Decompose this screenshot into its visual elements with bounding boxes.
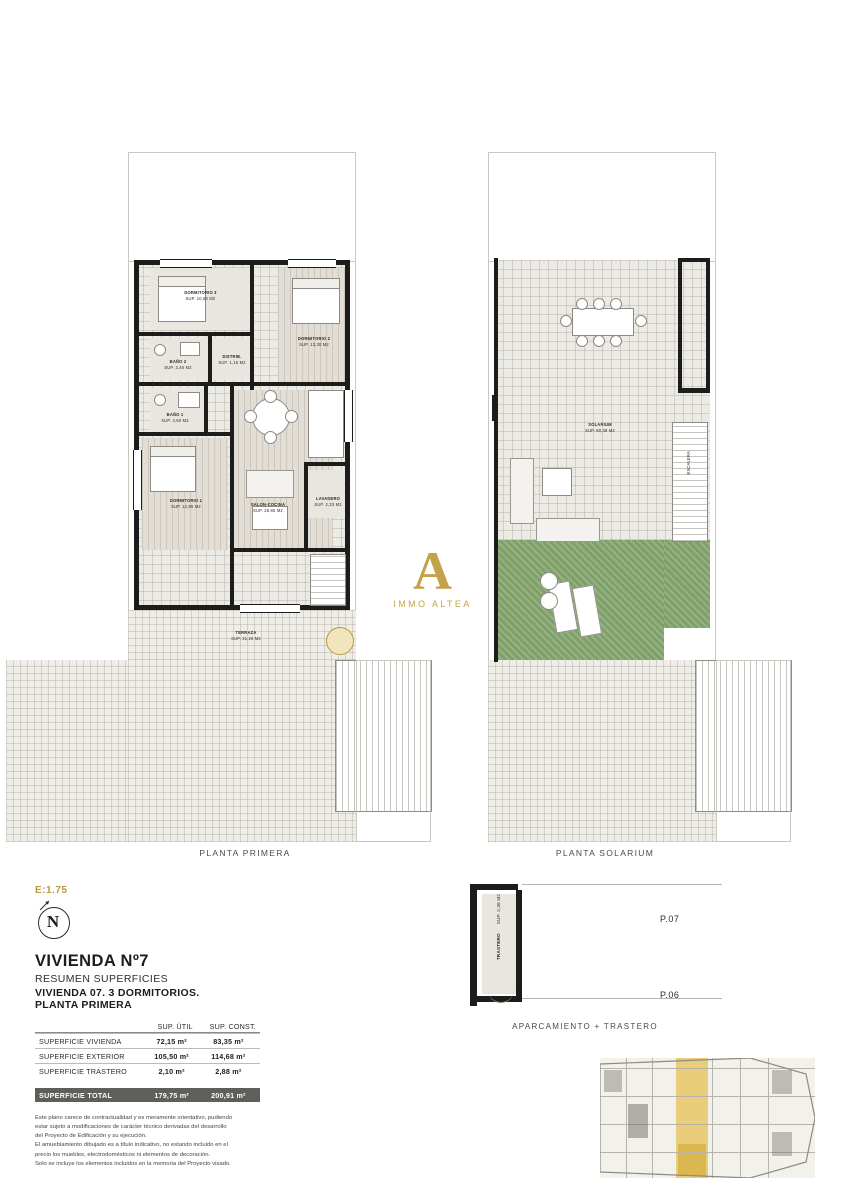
room-area-bano1: SUP. 3,60 M2 <box>161 417 189 423</box>
plan-planta-primera <box>120 140 370 858</box>
north-arrow-icon <box>37 900 50 913</box>
legal-note-line: estar sujeto a modificaciones de carácter técnico derivadas del desarrollo <box>35 1124 227 1131</box>
room-label-solarium: SOLARIUM <box>588 422 612 427</box>
row-util-vivienda: 72,15 m² <box>147 1034 197 1049</box>
room-area-solarium: SUP. 80,38 M2 <box>585 427 615 433</box>
room-label-bano1: BAÑO 1 <box>166 412 184 417</box>
row-util-trastero: 2,10 m² <box>147 1064 197 1079</box>
watermark-text: IMMO ALTEA <box>393 599 472 609</box>
total-label: SUPERFICIE TOTAL <box>35 1088 147 1102</box>
legal-note-line: del Proyecto de Edificación y su ejecución. <box>35 1133 147 1140</box>
parking-slot-p06: P.06 <box>660 990 680 1000</box>
caption-aparcamiento-trastero: APARCAMIENTO + TRASTERO <box>512 1022 658 1031</box>
parking-slot-p07: P.07 <box>660 914 680 924</box>
legal-note-line: precio los muebles, electrodomésticos ni elementos de decoración. <box>35 1151 211 1158</box>
plan-trastero-detail <box>470 880 725 1031</box>
surface-table <box>35 1021 260 1102</box>
room-area-lavadero: SUP. 2,33 M2 <box>314 501 342 507</box>
col-header-util: SUP. ÚTIL <box>157 1022 193 1031</box>
row-label-trastero: SUPERFICIE TRASTERO <box>35 1064 147 1079</box>
plan-planta-solarium <box>480 140 730 858</box>
room-label-escalera: ESCALERA <box>686 451 692 475</box>
subtitle-vivienda: VIVIENDA 07. 3 DORMITORIOS. <box>35 987 200 999</box>
room-area-bano2: SUP. 3,46 M2 <box>164 364 192 370</box>
total-const: 200,91 m² <box>197 1088 260 1102</box>
room-area-terraza: SUP. 31,26 M2 <box>231 635 261 641</box>
subtitle-planta: PLANTA PRIMERA <box>35 999 132 1011</box>
legal-note-line: Solo se incluye los elementos incluidos en la memoria del Proyecto visado. <box>35 1160 231 1167</box>
key-map-outline <box>600 1058 815 1178</box>
north-letter: N <box>46 912 60 931</box>
room-label-lavadero: LAVADERO <box>316 496 340 501</box>
table-row <box>35 1064 260 1079</box>
row-label-vivienda: SUPERFICIE VIVIENDA <box>35 1034 147 1049</box>
subtitle-resumen: RESUMEN SUPERFICIES <box>35 973 169 985</box>
room-label-bano2: BAÑO 2 <box>169 359 187 364</box>
room-area-trastero: SUP. 2,36 M2 <box>495 893 501 925</box>
room-label-salon-cocina: SALON-COCINA <box>250 502 286 507</box>
table-row <box>35 1034 260 1049</box>
legal-note-line: Este plano carece de contractualidad y es meramente orientativo, pudiendo <box>35 1115 233 1121</box>
row-label-exterior: SUPERFICIE EXTERIOR <box>35 1049 147 1064</box>
info-block <box>35 885 335 1169</box>
scale-label: E:1.75 <box>35 885 68 896</box>
legal-note-line: El amueblamiento dibujado es a título indicativo, no estando incluido en el <box>35 1142 228 1149</box>
room-area-dormitorio2: SUP. 13,30 M2 <box>299 341 329 347</box>
caption-planta-primera: PLANTA PRIMERA <box>199 848 291 858</box>
room-label-distrib: DISTRIB. <box>222 354 242 359</box>
col-header-blank <box>35 1021 147 1033</box>
table-header-row <box>35 1021 260 1033</box>
page-title: VIVIENDA Nº7 <box>35 952 149 970</box>
table-total-row <box>35 1088 260 1102</box>
row-util-exterior: 105,50 m² <box>147 1049 197 1064</box>
watermark-immo-altea <box>375 541 490 609</box>
row-const-vivienda: 83,35 m² <box>197 1034 260 1049</box>
caption-planta-solarium: PLANTA SOLARIUM <box>555 848 655 858</box>
room-label-dormitorio1: DORMITORIO 1 <box>169 498 203 503</box>
row-const-exterior: 114,68 m² <box>197 1049 260 1064</box>
col-header-const: SUP. CONST. <box>209 1022 256 1031</box>
room-area-salon-cocina: SUP. 28,85 M2 <box>253 507 283 513</box>
room-area-dormitorio3: SUP. 10,60 M2 <box>185 295 216 301</box>
total-util: 179,75 m² <box>147 1088 197 1102</box>
room-area-distrib: SUP. 1,15 M2 <box>218 359 246 365</box>
table-row <box>35 1049 260 1064</box>
north-indicator <box>35 898 79 942</box>
site-key-map <box>600 1058 815 1178</box>
row-const-trastero: 2,88 m² <box>197 1064 260 1079</box>
room-label-dormitorio3: DORMITORIO 3 <box>184 290 217 295</box>
room-label-dormitorio2: DORMITORIO 2 <box>297 336 331 341</box>
room-label-terraza: TERRAZA <box>235 630 257 635</box>
watermark-letter: A <box>413 541 452 601</box>
room-area-dormitorio1: SUP. 12,85 M2 <box>171 503 201 509</box>
room-label-trastero: TRASTERO <box>495 933 501 961</box>
legal-note <box>35 1114 325 1169</box>
